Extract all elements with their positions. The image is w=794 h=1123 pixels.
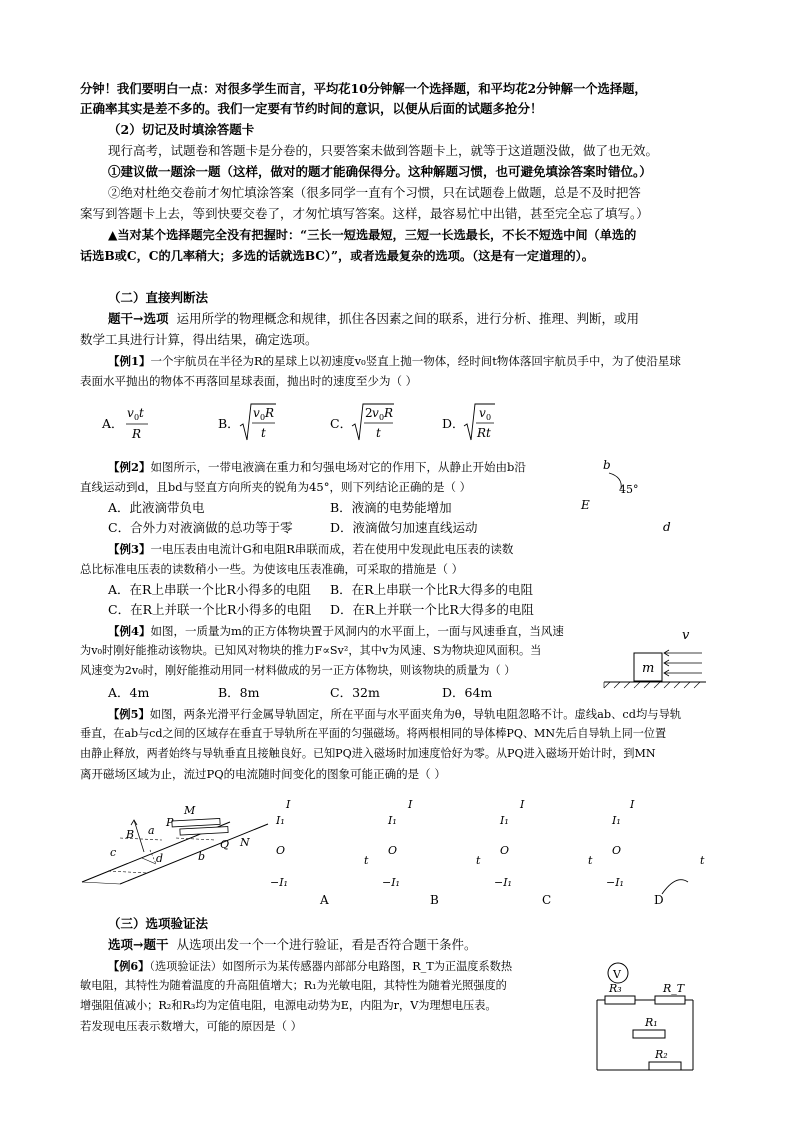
graph-d-axis-i1: I₁ xyxy=(612,814,621,827)
example-1-option-b-formula xyxy=(238,400,278,444)
example-6-figure-r3: R₃ xyxy=(609,982,622,995)
example-4-text-1: 如图，一质量为m的正方体物块置于风洞内的水平面上，一面与风速垂直，当风速 xyxy=(150,624,564,638)
example-5-graph-d xyxy=(606,796,718,906)
section-2-tip-1: ①建议做一题涂一题（这样，做对的题才能确保得分。这种解题习惯，也可避免填涂答案时错位。） xyxy=(108,164,652,179)
example-4-figure-m: m xyxy=(642,661,655,676)
example-5-line-3: 由静止释放，两者始终与导轨垂直且接触良好。已知PQ进入磁场时加速度恰好为零。从PQ进入磁场开始计时，到MN xyxy=(80,747,656,760)
graph-a-axis-i1: I₁ xyxy=(276,814,285,827)
graph-b-axis-o: O xyxy=(388,844,398,857)
example-1-label: 【例1】 xyxy=(108,354,151,368)
svg-text:t: t xyxy=(139,406,144,420)
graph-a-axis-t: t xyxy=(364,854,369,867)
graph-c-axis-i1: I₁ xyxy=(500,814,509,827)
example-4-option-d: D．64m xyxy=(442,685,493,700)
svg-text:0: 0 xyxy=(134,413,140,422)
svg-text:R: R xyxy=(132,427,142,441)
svg-text:v: v xyxy=(372,406,379,420)
example-2-figure-angle: 45° xyxy=(619,483,639,496)
example-1-option-c-label: C． xyxy=(330,416,353,431)
example-6-figure-rt: R_T xyxy=(663,982,685,995)
example-3-line-1 xyxy=(108,540,513,558)
graph-b-axis-i1: I₁ xyxy=(388,814,397,827)
example-5-line-1 xyxy=(108,705,681,724)
section-direct-title: （二）直接判断法 xyxy=(108,290,209,305)
graph-b-axis-t: t xyxy=(476,854,481,867)
intro-line-2: 正确率其实是差不多的。我们一定要有节约时间的意识，以便从后面的试题多抢分！ xyxy=(80,101,543,116)
example-5-line-2: 垂直，在ab与cd之间的区域存在垂直于导轨所在平面的匀强磁场。将两根相同的导体棒PQ、MN先后自导轨上同一位置 xyxy=(80,727,667,740)
graph-b-axis-neg-i1: −I₁ xyxy=(382,876,400,889)
graph-d-axis-i: I xyxy=(630,798,635,811)
example-1-option-a-formula xyxy=(124,402,154,444)
example-1-line-2: 表面水平抛出的物体不再落回星球表面，抛出时的速度至少为（ ） xyxy=(80,374,418,388)
intro-line-1: 分钟！我们要明白一点：对很多学生而言，平均花10分钟解一个选择题，和平均花2分钟解一个选择题， xyxy=(80,81,647,96)
example-3-label: 【例3】 xyxy=(108,542,151,556)
example-5-figure-b-label: b xyxy=(198,850,206,863)
graph-b-label: B xyxy=(430,893,439,907)
graph-a-label: A xyxy=(320,893,329,907)
section-verify-title: （三）选项验证法 xyxy=(108,916,209,931)
example-1-option-b-label: B． xyxy=(218,416,240,431)
example-1-option-d-formula xyxy=(462,400,498,444)
example-5-figure-n: N xyxy=(240,836,250,849)
graph-d-axis-neg-i1: −I₁ xyxy=(606,876,624,889)
svg-text:0: 0 xyxy=(379,413,385,422)
example-6-figure-r2: R₂ xyxy=(655,1048,668,1061)
section-2-title: （2）切记及时填涂答题卡 xyxy=(108,122,255,137)
section-2-tip-3-line-1: ▲当对某个选择题完全没有把握时：“三长一短选最短，三短一长选最长，不长不短选中间（单选的 xyxy=(108,228,637,242)
section-verify-lead xyxy=(108,936,476,954)
section-2-paragraph-1: 现行高考，试题卷和答题卡是分卷的，只要答案未做到答题卡上，就等于这道题没做，做了也无效。 xyxy=(108,143,659,158)
example-6-figure-r1: R₁ xyxy=(645,1016,658,1029)
example-4-line-2: 为v₀时刚好能推动该物块。已知风对物块的推力F∝Sv²，其中v为风速、S为物块迎风面积。当 xyxy=(80,644,542,657)
svg-text:v: v xyxy=(253,406,260,420)
graph-d-axis-t: t xyxy=(700,854,705,867)
example-3-line-2: 总比标准电压表的读数稍小一些。为使该电压表准确，可采取的措施是（ ） xyxy=(80,562,464,576)
example-6-line-3: 增强阻值减小；R₂和R₃均为定值电阻，电源电动势为E，内阻为r，V为理想电压表。 xyxy=(80,999,497,1012)
svg-text:0: 0 xyxy=(260,413,266,422)
example-5-graph-c xyxy=(494,796,604,906)
example-1-text-1: 一个宇航员在半径为R的星球上以初速度v₀竖直上抛一物体，经时间t物体落回宇航员手中，为了使沿星球 xyxy=(150,354,681,368)
example-2-option-b: B．液滴的电势能增加 xyxy=(330,500,452,515)
graph-d-label: D xyxy=(654,893,664,907)
example-5-rails-figure xyxy=(80,800,270,890)
svg-text:R: R xyxy=(384,406,394,420)
example-2-line-1 xyxy=(108,458,526,476)
example-4-line-3: 风速变为2v₀时，刚好能推动用同一材料做成的另一正方体物块，则该物块的质量为（ ） xyxy=(80,664,516,677)
example-5-graph-a xyxy=(270,796,380,906)
example-1-option-d-label: D． xyxy=(442,416,465,431)
example-3-option-b: B．在R上串联一个比R大得多的电阻 xyxy=(330,582,534,597)
example-6-line-4: 若发现电压表示数增大，可能的原因是（ ） xyxy=(80,1019,303,1033)
example-3-option-a: A．在R上串联一个比R小得多的电阻 xyxy=(108,582,311,597)
example-6-line-1 xyxy=(108,957,512,976)
svg-text:t: t xyxy=(261,426,266,440)
example-4-wind-tunnel-figure xyxy=(602,625,712,695)
graph-a-axis-i: I xyxy=(286,798,291,811)
example-2-figure-d: d xyxy=(663,520,671,534)
svg-text:t: t xyxy=(376,426,381,440)
example-5-label: 【例5】 xyxy=(108,707,150,721)
example-2-figure xyxy=(581,455,685,535)
example-6-line-2: 敏电阻，其特性为随着温度的升高阻值增大；R₁为光敏电阻，其特性为随着光照强度的 xyxy=(80,979,507,992)
svg-text:v: v xyxy=(479,406,486,420)
example-4-option-a: A．4m xyxy=(108,685,150,700)
example-6-label: 【例6】 xyxy=(108,959,150,973)
example-5-figure-p: P xyxy=(166,816,174,829)
example-3-option-c: C．在R上并联一个比R小得多的电阻 xyxy=(108,602,312,617)
example-3-text-1: 一电压表由电流计G和电阻R串联而成，若在使用中发现此电压表的读数 xyxy=(150,542,514,556)
example-2-figure-e: E xyxy=(581,498,590,512)
example-5-figure-a: a xyxy=(148,824,155,837)
example-5-figure-b-field: B xyxy=(126,828,135,841)
graph-b-axis-i: I xyxy=(408,798,413,811)
graph-c-label: C xyxy=(542,893,552,907)
svg-text:Rt: Rt xyxy=(477,426,491,440)
section-2-tip-3-line-2: 话选B或C，C的几率稍大；多选的话就选BC）”，或者选最复杂的选项。（这是有一定道理的）。 xyxy=(80,249,594,263)
svg-text:2: 2 xyxy=(365,406,373,420)
section-direct-lead-2: 数学工具进行计算，得出结果，确定选项。 xyxy=(80,332,318,347)
example-5-figure-d: d xyxy=(156,852,164,865)
section-verify-lead-bold: 选项→题干 xyxy=(108,937,169,952)
section-2-tip-2-line-1: ②绝对杜绝交卷前才匆忙填涂答案（很多同学一直有个习惯，只在试题卷上做题，总是不及时把答 xyxy=(108,185,641,200)
graph-a-axis-neg-i1: −I₁ xyxy=(270,876,288,889)
example-6-circuit-figure xyxy=(585,958,715,1078)
example-1-option-c-formula xyxy=(350,400,396,444)
graph-d-axis-o: O xyxy=(612,844,622,857)
example-1-line-1 xyxy=(108,352,681,370)
example-2-line-2: 直线运动到d，且bd与竖直方向所夹的锐角为45°，则下列结论正确的是（ ） xyxy=(80,480,472,494)
graph-c-axis-t: t xyxy=(588,854,593,867)
example-2-option-d: D．液滴做匀加速直线运动 xyxy=(330,520,478,535)
example-4-option-c: C．32m xyxy=(330,685,380,700)
example-5-graph-b xyxy=(382,796,492,906)
example-6-text-1: （选项验证法）如图所示为某传感器内部部分电路图，R_T为正温度系数热 xyxy=(149,960,513,973)
example-6-figure-v: V xyxy=(613,968,621,981)
section-direct-lead-bold: 题干→选项 xyxy=(108,311,169,326)
graph-c-axis-o: O xyxy=(500,844,510,857)
example-4-line-1 xyxy=(108,622,564,640)
section-direct-lead-text: 运用所学的物理概念和规律，抓住各因素之间的联系，进行分析、推理、判断，或用 xyxy=(176,311,639,326)
example-4-figure-v: v xyxy=(682,628,690,643)
example-4-option-b: B．8m xyxy=(218,685,260,700)
example-3-option-d: D．在R上并联一个比R大得多的电阻 xyxy=(330,602,534,617)
example-2-option-a: A．此液滴带负电 xyxy=(108,500,205,515)
example-5-text-1: 如图，两条光滑平行金属导轨固定，所在平面与水平面夹角为θ，导轨电阻忽略不计。虚线ab、cd均与导轨 xyxy=(149,708,682,721)
graph-c-axis-neg-i1: −I₁ xyxy=(494,876,512,889)
svg-text:v: v xyxy=(127,406,134,420)
example-1-option-a-label: A． xyxy=(102,416,124,431)
example-5-figure-m: M xyxy=(184,804,196,817)
example-5-figure-q: Q xyxy=(220,838,230,851)
example-2-option-c: C．合外力对液滴做的总功等于零 xyxy=(108,520,293,535)
section-direct-lead xyxy=(108,310,639,328)
graph-a-axis-o: O xyxy=(276,844,286,857)
svg-text:0: 0 xyxy=(486,413,492,422)
section-2-tip-2-line-2: 案写到答题卡上去，等到快要交卷了，才匆忙填写答案。这样，最容易忙中出错，甚至完全忘了填写。） xyxy=(80,206,649,221)
example-4-label: 【例4】 xyxy=(108,624,151,638)
graph-c-axis-i: I xyxy=(520,798,525,811)
example-5-figure-c: c xyxy=(110,846,117,859)
example-2-figure-b: b xyxy=(603,458,611,472)
svg-text:R: R xyxy=(265,406,275,420)
example-2-label: 【例2】 xyxy=(108,460,151,474)
section-verify-lead-text: 从选项出发一个一个进行验证，看是否符合题干条件。 xyxy=(176,937,477,952)
example-2-text-1: 如图所示，一带电液滴在重力和匀强电场对它的作用下，从静止开始由b沿 xyxy=(150,460,526,474)
example-5-line-4: 离开磁场区域为止，流过PQ的电流随时间变化的图象可能正确的是（ ） xyxy=(80,767,446,781)
